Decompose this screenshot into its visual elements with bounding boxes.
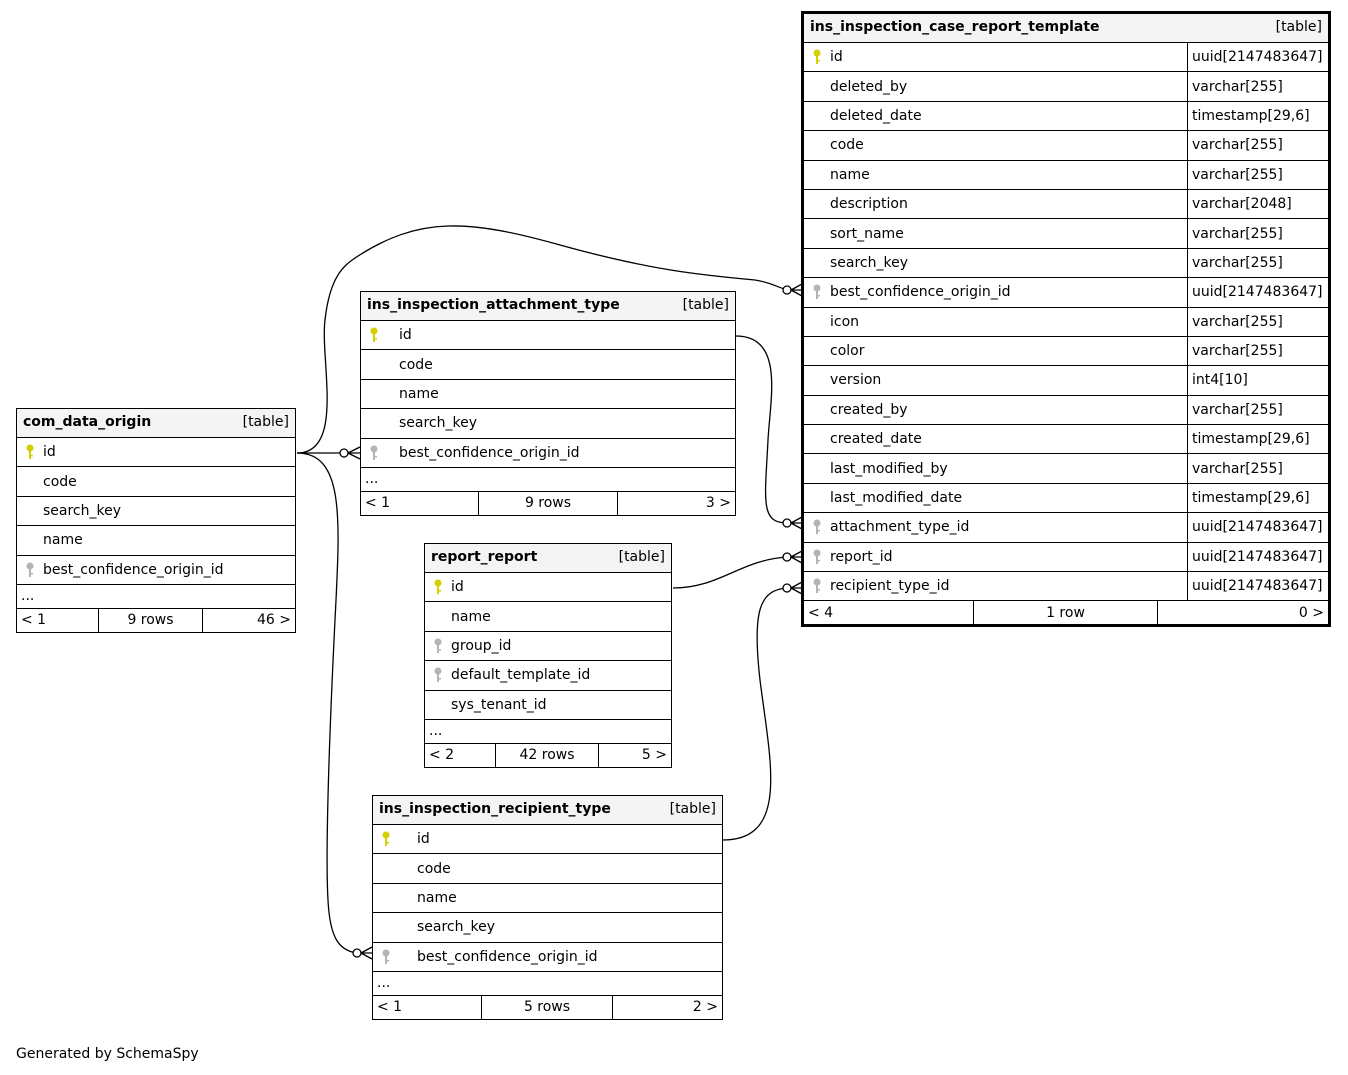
column-row[interactable] [425,573,671,602]
column-type: timestamp[29,6] [1187,484,1328,512]
column-name: id [417,831,430,848]
column-row[interactable] [804,102,1328,131]
column-type: varchar[255] [1187,161,1328,189]
edge-recipient-to-template [723,588,787,840]
column-type: timestamp[29,6] [1187,102,1328,130]
foreign-key-icon [804,549,830,565]
column-name: code [43,473,77,490]
column-row[interactable] [804,396,1328,425]
column-type: uuid[2147483647] [1187,513,1328,541]
table-name: com_data_origin [23,414,152,430]
foreign-key-icon [425,667,451,683]
column-name: color [830,343,865,360]
column-type: varchar[255] [1187,131,1328,159]
table-footer [373,996,722,1019]
table-kind: [table] [1275,19,1322,35]
column-name: best_confidence_origin_id [43,561,224,578]
parents-count[interactable]: < 1 [17,609,99,632]
column-name: code [417,860,451,877]
column-name: description [830,196,908,213]
row-count: 1 row [974,601,1158,624]
children-count[interactable]: 2 > [692,999,718,1016]
column-row[interactable] [804,249,1328,278]
column-name: last_modified_by [830,460,948,477]
parents-count[interactable]: < 1 [361,492,479,515]
column-row[interactable] [361,350,735,379]
column-name: id [830,49,843,66]
column-name: created_by [830,401,908,418]
column-row[interactable] [17,497,295,526]
primary-key-icon [17,444,43,460]
column-row[interactable] [804,131,1328,160]
primary-key-icon [373,831,399,847]
column-name: name [43,532,83,549]
foreign-key-icon [804,284,830,300]
edge-origin-to-recipient [297,453,356,953]
column-type: uuid[2147483647] [1187,543,1328,571]
column-row[interactable] [804,337,1328,366]
parents-count[interactable]: < 1 [373,996,482,1019]
more-columns-ellipsis: ... [17,585,295,609]
column-name: sys_tenant_id [451,696,547,713]
column-type: varchar[255] [1187,72,1328,100]
column-row[interactable] [373,913,722,942]
column-name: group_id [451,637,512,654]
column-row[interactable] [804,366,1328,395]
column-row[interactable] [425,602,671,631]
foreign-key-icon [804,519,830,535]
table-kind: [table] [669,801,716,817]
more-columns-ellipsis: ... [373,972,722,996]
table-name: ins_inspection_case_report_template [810,19,1100,35]
column-name: name [417,889,457,906]
column-type: varchar[255] [1187,308,1328,336]
table-report-report[interactable] [424,543,672,768]
column-name: created_date [830,431,922,448]
column-name: name [399,385,439,402]
column-row[interactable] [361,439,735,468]
foreign-key-icon [804,578,830,594]
row-count: 9 rows [479,492,618,515]
column-row[interactable] [804,72,1328,101]
column-row[interactable] [804,308,1328,337]
column-row[interactable] [361,380,735,409]
column-row[interactable] [17,438,295,467]
children-count[interactable]: 0 > [1298,604,1324,621]
edge-attachment-to-template [736,336,787,523]
column-type: uuid[2147483647] [1187,278,1328,306]
table-footer [17,609,295,632]
parents-count[interactable]: < 2 [425,744,496,767]
column-row[interactable] [804,572,1328,601]
column-row[interactable] [804,454,1328,483]
column-name: best_confidence_origin_id [417,948,598,965]
column-type: uuid[2147483647] [1187,43,1328,71]
table-case-report-template[interactable] [801,11,1331,627]
edge-report-to-template [673,557,787,588]
column-row[interactable] [373,884,722,913]
column-type: varchar[255] [1187,219,1328,247]
column-name: sort_name [830,225,904,242]
column-row[interactable] [373,943,722,972]
primary-key-icon [361,327,387,343]
generated-by-note: Generated by SchemaSpy [16,1046,199,1062]
column-name: best_confidence_origin_id [399,444,580,461]
column-row[interactable] [804,219,1328,248]
foreign-key-icon [425,638,451,654]
more-columns-ellipsis: ... [425,720,671,744]
column-name: best_confidence_origin_id [830,284,1011,301]
column-type: int4[10] [1187,366,1328,394]
column-name: search_key [43,502,122,519]
column-name: name [830,166,870,183]
children-count[interactable]: 3 > [705,495,731,512]
table-recipient-type[interactable] [372,795,723,1020]
column-row[interactable] [425,691,671,720]
column-row[interactable] [425,661,671,690]
table-com-data-origin[interactable] [16,408,296,633]
more-columns-ellipsis: ... [361,468,735,492]
parents-count[interactable]: < 4 [804,601,974,624]
table-name: ins_inspection_attachment_type [367,297,620,313]
table-footer [804,601,1328,624]
column-name: recipient_type_id [830,578,950,595]
column-row[interactable] [17,526,295,555]
table-kind: [table] [682,297,729,313]
table-header [425,544,671,573]
table-header [373,796,722,825]
column-row[interactable] [361,409,735,438]
column-name: deleted_by [830,78,908,95]
column-name: default_template_id [451,667,591,684]
table-name: ins_inspection_recipient_type [379,801,611,817]
column-name: deleted_date [830,107,922,124]
column-name: code [399,356,433,373]
row-count: 5 rows [482,996,613,1019]
foreign-key-icon [373,949,399,965]
column-name: attachment_type_id [830,519,970,536]
column-type: varchar[255] [1187,454,1328,482]
table-header [17,409,295,438]
column-name: version [830,372,882,389]
column-name: icon [830,313,860,330]
table-kind: [table] [618,549,665,565]
column-name: search_key [417,919,496,936]
column-name: name [451,608,491,625]
column-name: search_key [830,254,909,271]
column-name: last_modified_date [830,490,963,507]
primary-key-icon [804,49,830,65]
column-name: id [43,444,56,461]
foreign-key-icon [17,562,43,578]
table-footer [425,744,671,767]
table-header [804,14,1328,43]
column-type: varchar[255] [1187,396,1328,424]
column-row[interactable] [373,854,722,883]
children-count[interactable]: 46 > [257,612,291,629]
foreign-key-icon [361,445,387,461]
column-row[interactable] [804,278,1328,307]
table-kind: [table] [242,414,289,430]
column-type: timestamp[29,6] [1187,425,1328,453]
column-name: id [451,579,464,596]
table-footer [361,492,735,515]
column-name: search_key [399,415,478,432]
column-row[interactable] [804,190,1328,219]
column-row[interactable] [804,425,1328,454]
table-header [361,292,735,321]
column-row[interactable] [17,556,295,585]
table-attachment-type[interactable] [360,291,736,516]
column-row[interactable] [425,632,671,661]
column-row[interactable] [804,161,1328,190]
row-count: 42 rows [496,744,599,767]
primary-key-icon [425,579,451,595]
column-row[interactable] [804,484,1328,513]
table-name: report_report [431,549,538,565]
column-row[interactable] [17,467,295,496]
row-count: 9 rows [99,609,203,632]
column-name: report_id [830,548,893,565]
column-row[interactable] [804,43,1328,72]
column-name: id [399,327,412,344]
column-name: code [830,137,864,154]
column-row[interactable] [804,513,1328,542]
column-type: varchar[255] [1187,337,1328,365]
column-type: uuid[2147483647] [1187,572,1328,600]
column-row[interactable] [361,321,735,350]
column-type: varchar[2048] [1187,190,1328,218]
column-type: varchar[255] [1187,249,1328,277]
column-row[interactable] [804,543,1328,572]
children-count[interactable]: 5 > [641,747,667,764]
column-row[interactable] [373,825,722,854]
